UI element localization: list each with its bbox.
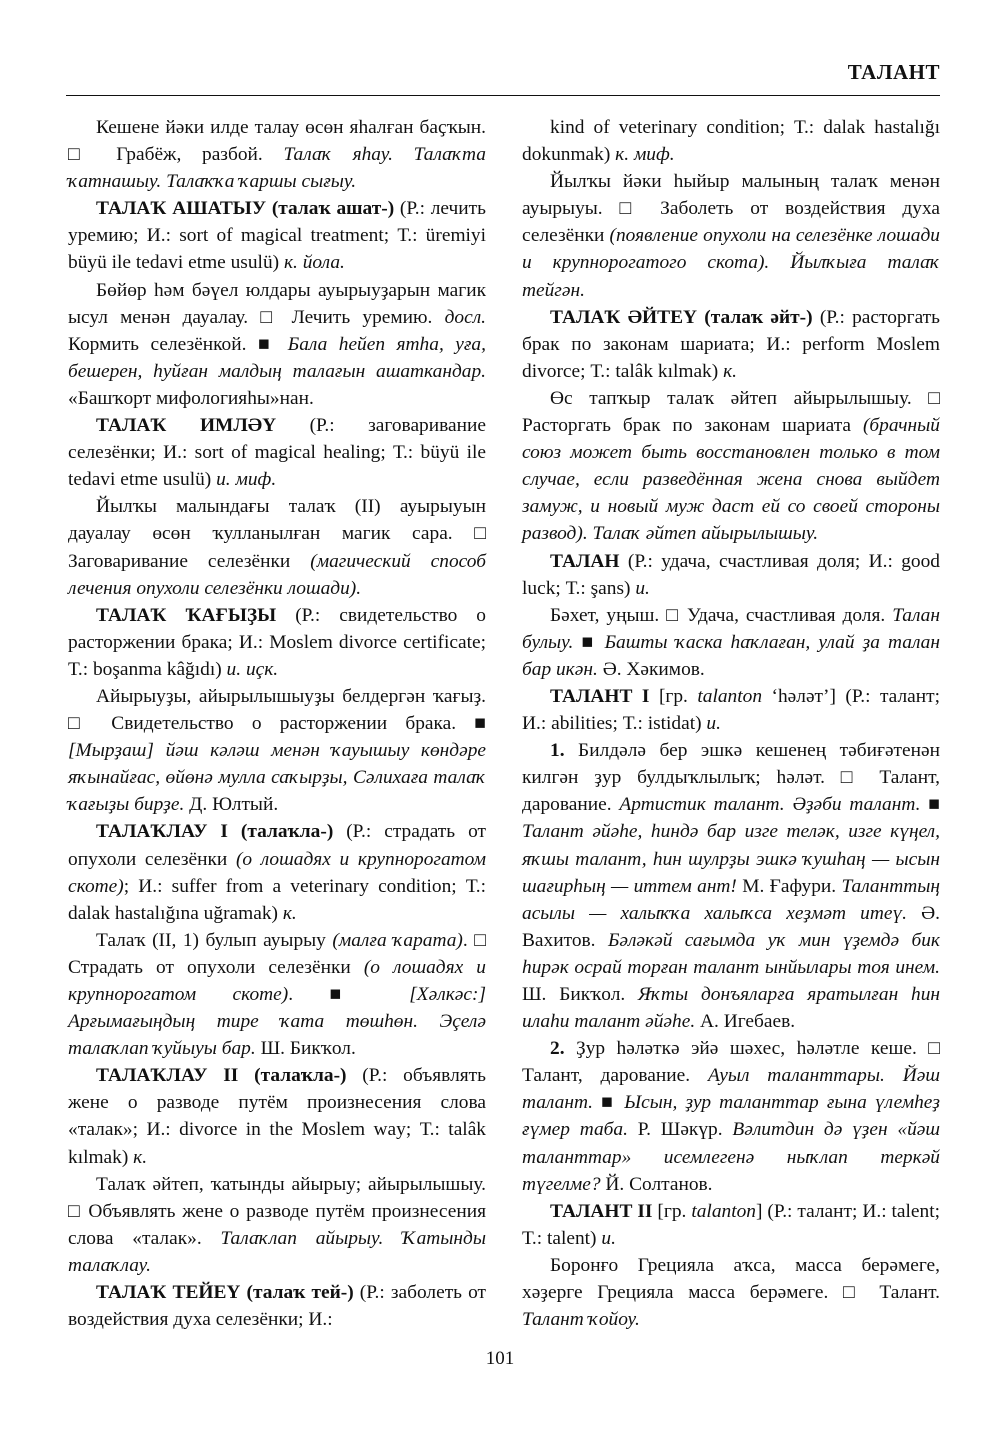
body-text: Йылҡы йәки һыйыр малының талаҡ менән ауырыуы. □ Заболеть от воздействия духа селезёнки (522, 171, 940, 247)
body-text: ■ (573, 631, 605, 653)
italic-text: talanton (697, 685, 763, 707)
body-text: Р. Шәкүр. (627, 1119, 733, 1141)
body-text: ■ (593, 1092, 625, 1114)
italic-text: к. миф. (615, 144, 675, 166)
dictionary-paragraph (68, 195, 486, 276)
headword: ТАЛАҠЛАУ I (талаҡла-) (96, 821, 334, 843)
headword: ТАЛАҠЛАУ II (талаҡла-) (96, 1065, 347, 1087)
body-text: Бәхет, уңыш. □ Удача, счастливая доля. (550, 604, 893, 626)
body-text: ; И.: suffer from a veterinary condition; Т.: dalak hastalığına uğramak) (68, 875, 486, 924)
dictionary-paragraph (68, 927, 486, 1062)
body-text: Билдәлә бер эшкә кешенең тәбиғәтенән килгән ҙур булдыҡлылыҡ; һәләт. □ Талант, дарование. (522, 740, 940, 816)
body-text: А. Игебаев. (695, 1011, 796, 1033)
italic-text: Бәләкәй сағымда уҡ мин үҙемдә бик һирәк осрай торған талант ынйылары тоя инем. (522, 929, 940, 978)
running-head: ТАЛАНТ (847, 60, 940, 84)
italic-text: к. (282, 902, 297, 924)
dictionary-paragraph (522, 1035, 940, 1198)
italic-text: и. иçк. (226, 658, 279, 680)
dictionary-paragraph (68, 277, 486, 412)
page-number: 101 (485, 1348, 515, 1369)
dictionary-paragraph (68, 114, 486, 195)
italic-text: [Хәлкәс:] Арғымағыңдың тире ҡата төшһөн. Эçелә талаҡлап ҡуйыуы бар. (68, 984, 486, 1060)
body-text: Ш. Бикҡол. (255, 1038, 356, 1060)
body-text: Ҙур һәләткә эйә шәхес, һәләтле кеше. □ Талант, дарование. (522, 1038, 940, 1087)
italic-text: Талаҡлап айырыу. Ҡатынды талаҡлау. (68, 1227, 486, 1276)
dictionary-paragraph (68, 1062, 486, 1170)
right-column (522, 114, 940, 1333)
dictionary-paragraph (522, 737, 940, 1035)
dictionary-paragraph (522, 602, 940, 683)
italic-text: talanton (691, 1200, 756, 1222)
body-text: (Р.: удача, счастливая доля; И.: good luck; Т.: şans) (522, 550, 940, 599)
italic-text: к. йола. (283, 252, 345, 274)
dictionary-paragraph (522, 1198, 940, 1252)
dictionary-paragraph (68, 1279, 486, 1333)
italic-text: Талаҡ яһау. Талаҡта ҡатнашыу. Талаҡҡа ҡаршы сығыу. (68, 144, 486, 193)
dictionary-paragraph (522, 548, 940, 602)
body-text: (Р.: заговаривание селезёнки; И.: sort of magical healing; Т.: büyü ile tedavi etme usulü) (68, 415, 486, 491)
dictionary-paragraph (522, 683, 940, 737)
headword: ТАЛАҠ ТЕЙЕҮ (талаҡ тей-) (96, 1282, 354, 1304)
headword: ТАЛАҠ АШАТЫУ (талаҡ ашат-) (96, 198, 395, 220)
body-text: «Башҡорт мифологияһы»нан. (68, 387, 314, 409)
body-text: (Р.: лечить уремию; И.: sort of magical treatment; Т.: üremiyi büyü ile tedavi etme usulü) (68, 198, 486, 274)
dictionary-paragraph (522, 1252, 940, 1333)
body-text: Талаҡ әйтеп, ҡатынды айырыу; айырылышыу. □ Объявлять жене о разводе путём произнесения слова «талак». (68, 1173, 486, 1249)
italic-text: Яҡты донъяларға яратылған һин илаһи талант әйәһе. (522, 984, 941, 1033)
body-text: [гр. (649, 685, 698, 707)
italic-text: и. (635, 577, 650, 599)
headword: 2. (550, 1038, 565, 1060)
headword: ТАЛАН (550, 550, 620, 572)
body-text: (Р.: расторгать брак по законам шариата; И.: perform Moslem divorce; Т.: talâk kılmak) (522, 306, 940, 382)
dictionary-paragraph (68, 683, 486, 818)
body-text: ■ (920, 794, 940, 816)
italic-text: к. (723, 360, 737, 382)
italic-text: (брачный союз может быть восстановлен только в том случае, если разведённая жена снова выйдет замуж, и новый муж даст ей со своей стороны развод). Талаҡ әйтеп айырылышыу. (522, 415, 940, 545)
italic-text: [Мырҙаш] йәш кәләш менән ҡауышыу көндәре яҡынайғас, өйөнә мулла саҡырҙы, Сәлихаға талаҡ ҡағыҙы бирҙе. (68, 740, 486, 816)
headword: ТАЛАҠ ӘЙТЕҮ (талаҡ әйт-) (550, 306, 813, 328)
headword: 1. (550, 740, 565, 762)
body-text: Айырыуҙы, айырылышыуҙы белдергән ҡағыҙ. □ Свидетельство о расторжении брака. ■ (68, 685, 486, 735)
body-text: . ■ (288, 984, 410, 1005)
italic-text: Таланттың асылы — халыҡҡа халыҡса хеҙмәт итеү. (522, 875, 940, 924)
body-text: Талаҡ (II, 1) булып ауырыу (96, 929, 333, 951)
headword: ТАЛАНТ II (550, 1200, 653, 1222)
italic-text: и. (706, 713, 721, 735)
headword: ТАЛАҠ ИМЛӘҮ (96, 415, 277, 437)
body-text: Ш. Бикҡол. (522, 984, 639, 1005)
body-text: М. Ғафури. (736, 875, 842, 897)
dictionary-paragraph (522, 114, 940, 168)
italic-text: к. (133, 1146, 148, 1168)
italic-text: Бала һейеп ятһа, уға, бешерен, һуйған малдың талағын ашаткандар. (68, 333, 486, 382)
body-text: (Р.: страдать от опухоли селезёнки (68, 821, 486, 870)
header-rule (66, 95, 940, 96)
dictionary-paragraph (68, 818, 486, 926)
body-text: ] (Р.: талант; И.: talent; Т.: talent) (522, 1200, 940, 1249)
italic-text: (о лошадях и крупнорогатом скоте) (68, 848, 486, 897)
italic-text: (о лошадях и крупнорогатом скоте) (68, 956, 486, 1005)
italic-text: и. (601, 1227, 616, 1249)
italic-text: (магический способ лечения опухоли селезёнки лошади). (68, 550, 486, 599)
body-text: (Р.: заболеть от воздействия духа селезёнки; И.: (68, 1282, 486, 1331)
headword: ТАЛАҠ ҠАҒЫҘЫ (96, 604, 277, 626)
body-text: Д. Юлтый. (184, 794, 279, 816)
body-text: [гр. (652, 1200, 692, 1222)
body-text: Ә. Хәкимов. (597, 658, 705, 680)
dictionary-paragraph (522, 385, 940, 548)
body-text: (Р.: свидетельство о расторжении брака; И.: Moslem divorce certificate; Т.: boşanma kâğıdı) (68, 604, 486, 680)
dictionary-paragraph (68, 602, 486, 683)
body-text: Кешене йәки илде талау өсөн яһалған баҫҡын. □ Грабёж, разбой. (68, 117, 486, 166)
italic-text: Талант әйәһе, һиндә бар изге теләк, изге күңел, яҡшы талант, һин шулрҙы эшкә ҡушһаң — ысын шағирһың — иттем ант! (522, 821, 940, 897)
italic-text: досл. (444, 306, 486, 328)
italic-text: и. миф. (216, 469, 277, 491)
left-column (68, 114, 486, 1333)
italic-text: Талан булыу. (522, 604, 940, 653)
dictionary-paragraph (68, 412, 486, 493)
italic-text: Талант ҡойоу. (522, 1309, 640, 1331)
italic-text: (появление опухоли на селезёнке лошади и крупнорогатого скота). Йылҡыға талаҡ тейгән. (522, 225, 940, 301)
body-text: Боронғо Грецияла аҡса, масса берәмеге, хәҙерге Грецияла масса берәмеге. □ Талант. (522, 1254, 940, 1304)
body-text: Бөйөр һәм бәүел юлдары ауырыуҙарын магик ысул менән дауалау. □ Лечить уремию. (68, 279, 486, 328)
body-text: Кормить селезёнкой. ■ (68, 333, 288, 355)
italic-text: Вәлитдин дә үҙен «йәш таланттар» исемлегенә ныҡлап теркәй түгелме? (522, 1119, 941, 1195)
dictionary-paragraph (68, 493, 486, 601)
body-text: . □ Страдать от опухоли селезёнки (68, 929, 486, 978)
dictionary-paragraph (522, 304, 940, 385)
italic-text: Артистик талант. Әҙәби талант. (619, 794, 921, 816)
dictionary-paragraph (68, 1171, 486, 1279)
body-text: (Р.: объявлять жене о разводе путём произнесения слова «талак»; И.: divorce in the Moslem way; Т.: talâk kılmak) (68, 1065, 486, 1168)
italic-text: Ауыл таланттары. Йәш талант. (522, 1065, 940, 1114)
dictionary-paragraph (522, 168, 940, 303)
body-text: ‘һәләт’] (Р.: талант; И.: abilities; Т.: istidat) (522, 685, 940, 735)
body-text: Йылҡы малындағы талаҡ (II) ауырыуын дауалау өсөн ҡулланылған магик сара. □ Заговаривание селезёнки (68, 496, 486, 572)
italic-text: (малға ҡарата) (332, 929, 463, 951)
body-text: Өс тапҡыр талаҡ әйтеп айырылышыу. □ Расторгать брак по законам шариата (522, 387, 940, 437)
body-text: kind of veterinary condition; Т.: dalak hastalığı dokunmak) (522, 117, 940, 166)
italic-text: Башты ҡаска һаҡлаған, улай ҙа талан бар икән. (522, 631, 940, 680)
headword: ТАЛАНТ I (550, 685, 650, 707)
body-text: Й. Солтанов. (600, 1173, 713, 1195)
italic-text: Ысын, ҙур таланттар ғына үлемһеҙ ғүмер таба. (522, 1092, 940, 1141)
body-text: Ә. Вахитов. (522, 902, 940, 951)
